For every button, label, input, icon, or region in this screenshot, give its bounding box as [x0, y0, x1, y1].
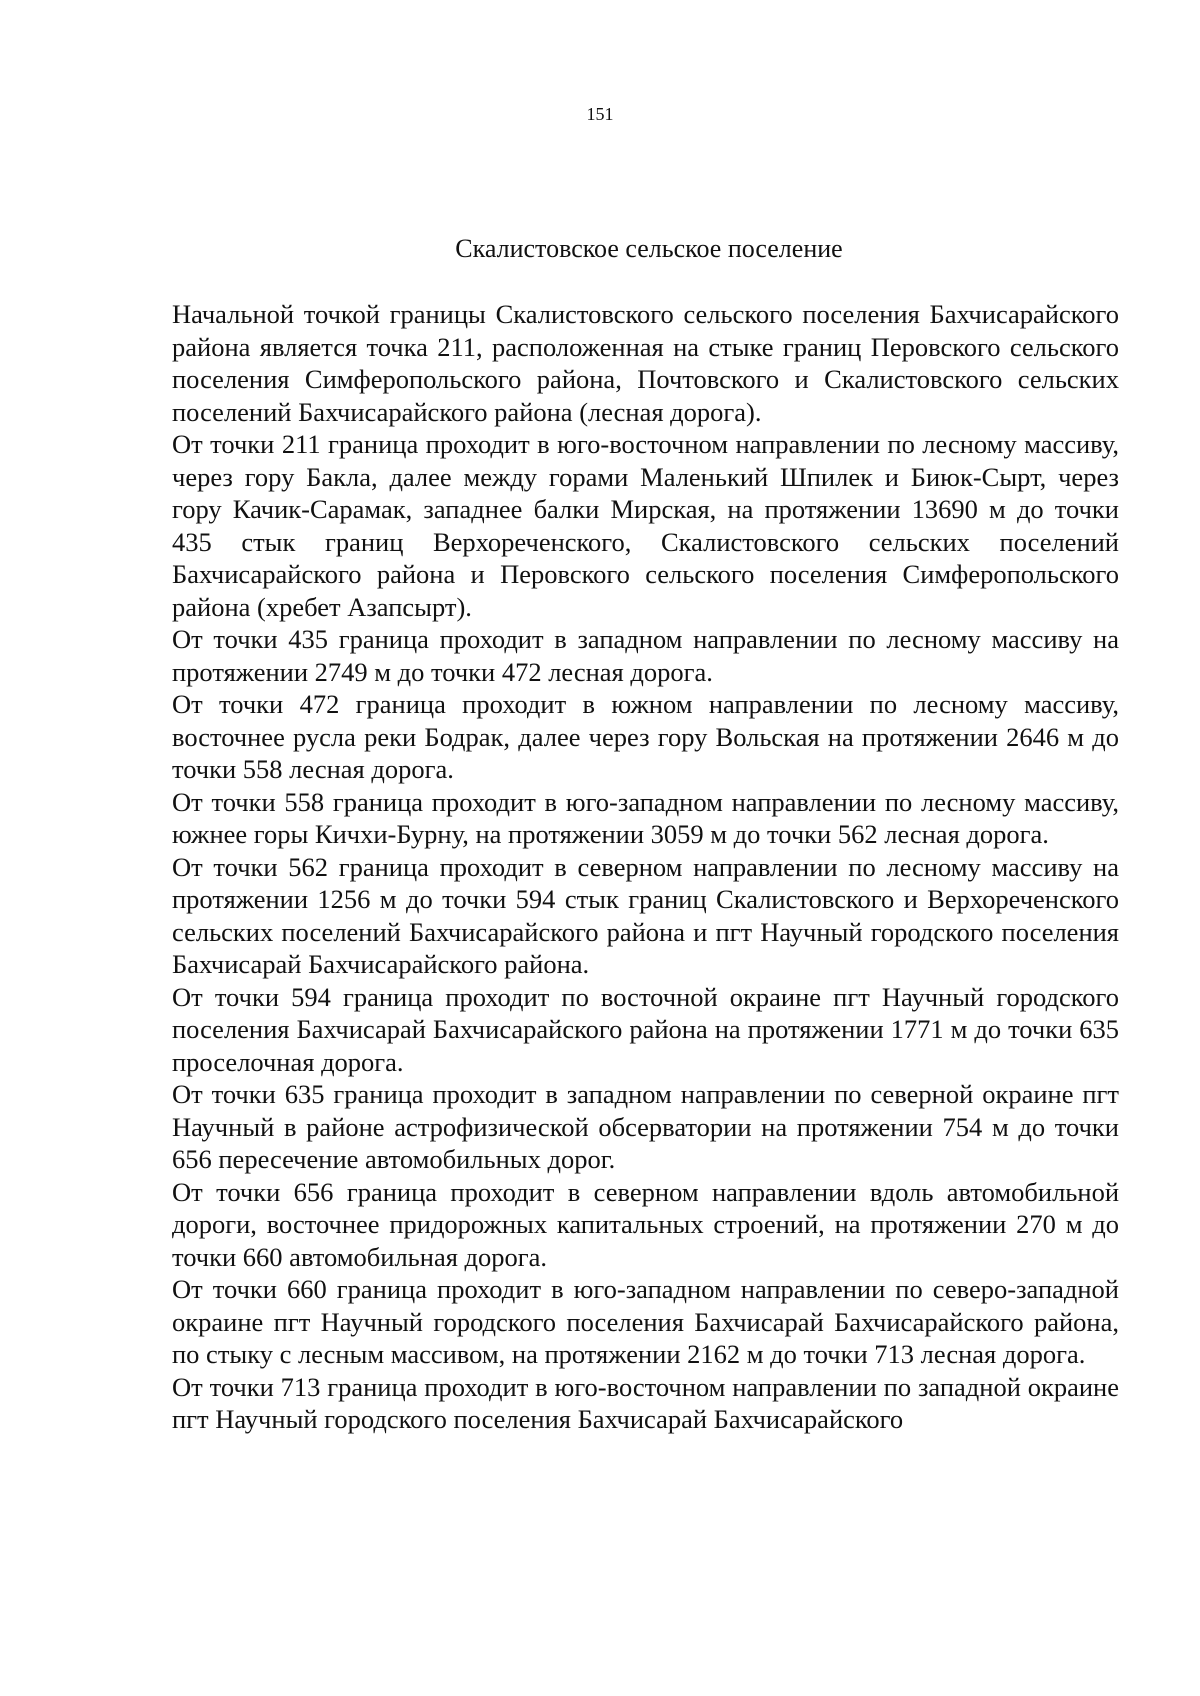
paragraph-6: От точки 562 граница проходит в северном направлении по лесному массиву на протяжении 1256 м до точки 594 стык границ Скалистовского и Верхореченского сельских поселений Бахчисарайского района и пгт Научный городского поселения Бахчисарай Бахчисарайского района. [172, 851, 1119, 979]
paragraph-5: От точки 558 граница проходит в юго-западном направлении по лесному массиву, южнее горы Кичхи-Бурну, на протяжении 3059 м до точки 562 лесная дорога. [172, 786, 1119, 849]
page-number: 151 [586, 104, 614, 124]
paragraph-7: От точки 594 граница проходит по восточной окраине пгт Научный городского поселения Бахчисарай Бахчисарайского района на протяжении 1771 м до точки 635 проселочная дорога. [172, 981, 1119, 1077]
paragraph-1: Начальной точкой границы Скалистовского сельского поселения Бахчисарайского района является точка 211, расположенная на стыке границ Перовского сельского поселения Симферопольского района, Почтовского и Скалистовского сельских поселений Бахчисарайского района (лесная дорога). [172, 299, 1119, 427]
paragraph-10: От точки 660 граница проходит в юго-западном направлении по северо-западной окраине пгт Научный городского поселения Бахчисарай Бахчисарайского района, по стыку с лесным массивом, на протяжении 2162 м до точки 713 лесная дорога. [172, 1274, 1119, 1369]
document-title: Скалистовское сельское поселение [455, 234, 843, 263]
paragraph-3: От точки 435 граница проходит в западном направлении по лесному массиву на протяжении 2749 м до точки 472 лесная дорога. [172, 624, 1119, 687]
paragraph-8: От точки 635 граница проходит в западном направлении по северной окраине пгт Научный в районе астрофизической обсерватории на протяжении 754 м до точки 656 пересечение автомобильных дорог. [172, 1079, 1119, 1174]
paragraph-2: От точки 211 граница проходит в юго-восточном направлении по лесному массиву, через гору Бакла, далее между горами Маленький Шпилек и Биюк-Сырт, через гору Качик-Сарамак, западнее балки Мирская, на протяжении 13690 м до точки 435 стык границ Верхореченского, Скалистовского сельских поселений Бахчисарайского района и Перовского сельского поселения Симферопольского района (хребет Азапсырт). [172, 429, 1119, 622]
document-body [172, 298, 1119, 1436]
paragraph-9: От точки 656 граница проходит в северном направлении вдоль автомобильной дороги, восточнее придорожных капитальных строений, на протяжении 270 м до точки 660 автомобильная дорога. [172, 1176, 1119, 1272]
paragraph-4: От точки 472 граница проходит в южном направлении по лесному массиву, восточнее русла реки Бодрак, далее через гору Вольская на протяжении 2646 м до точки 558 лесная дорога. [172, 689, 1119, 784]
paragraph-11: От точки 713 граница проходит в юго-восточном направлении по западной окраине пгт Научный городского поселения Бахчисарай Бахчисарайского [172, 1371, 1119, 1434]
